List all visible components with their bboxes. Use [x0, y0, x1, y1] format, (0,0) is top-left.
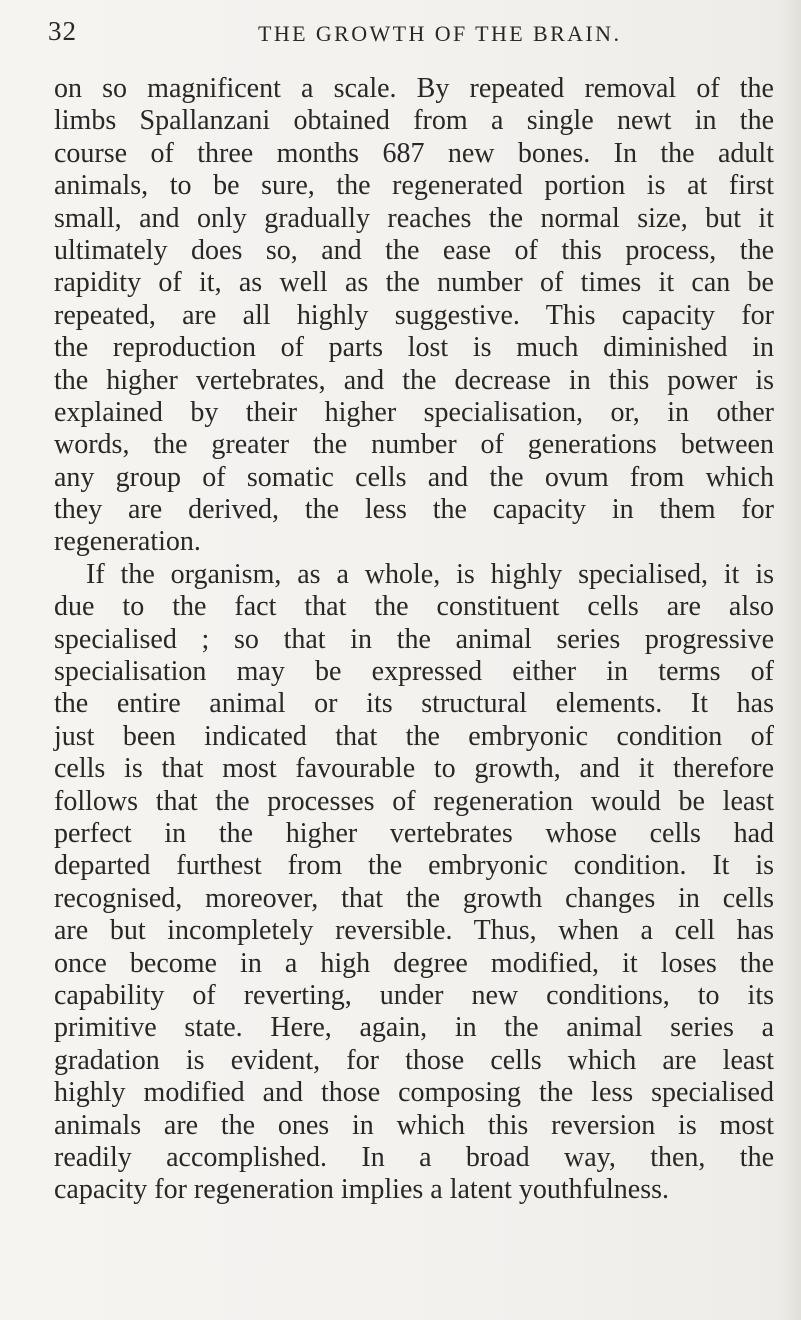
text-line: once become in a high degree modified, it loses the [54, 947, 774, 979]
text-line: due to the fact that the constituent cells are also [54, 591, 774, 623]
running-head: THE GROWTH OF THE BRAIN. [258, 21, 622, 46]
text-line: animals, to be sure, the regenerated portion is at first [54, 170, 774, 202]
text-line: repeated, are all highly suggestive. This capacity for [54, 299, 774, 331]
page-edge-shadow [779, 0, 801, 1320]
text-line: just been indicated that the embryonic condition of [54, 720, 774, 752]
text-line: explained by their higher specialisation, or, in other [54, 396, 774, 428]
text-line: words, the greater the number of generations between [54, 429, 774, 461]
text-line: highly modified and those composing the less specialised [54, 1077, 774, 1109]
text-line: any group of somatic cells and the ovum from which [54, 461, 774, 493]
text-line: gradation is evident, for those cells which are least [54, 1044, 774, 1076]
text-line: readily accomplished. In a broad way, then, the [54, 1141, 774, 1173]
text-line: ultimately does so, and the ease of this process, the [54, 234, 774, 266]
text-line: limbs Spallanzani obtained from a single newt in the [54, 105, 774, 137]
text-line: specialised ; so that in the animal series progressive [54, 623, 774, 655]
text-line: regeneration. [54, 526, 201, 558]
text-line: specialisation may be expressed either in terms of [54, 656, 774, 688]
paragraph-2 [54, 559, 774, 1207]
text-line: on so magnificent a scale. By repeated removal of the [54, 73, 774, 104]
text-line: If the organism, as a whole, is highly specialised, it is [86, 558, 774, 590]
text-line: they are derived, the less the capacity in them for [54, 494, 774, 526]
text-line: departed furthest from the embryonic condition. It is [54, 850, 774, 882]
text-line: the reproduction of parts lost is much diminished in [54, 332, 774, 364]
text-line: perfect in the higher vertebrates whose cells had [54, 817, 774, 849]
text-line: the entire animal or its structural elements. It has [54, 688, 774, 720]
text-line: small, and only gradually reaches the normal size, but it [54, 202, 774, 234]
text-line: are but incompletely reversible. Thus, when a cell has [54, 915, 774, 947]
text-line: follows that the processes of regeneration would be least [54, 785, 774, 817]
text-line: animals are the ones in which this reversion is most [54, 1109, 774, 1141]
text-line: primitive state. Here, again, in the animal series a [54, 1012, 774, 1044]
text-line: capacity for regeneration implies a latent youthfulness. [54, 1174, 670, 1206]
body-text [54, 73, 774, 1207]
page-number: 32 [48, 16, 77, 46]
text-line: rapidity of it, as well as the number of times it can be [54, 267, 774, 299]
text-line: course of three months 687 new bones. In the adult [54, 137, 774, 169]
text-line: recognised, moreover, that the growth changes in cells [54, 882, 774, 914]
page-header [48, 12, 770, 52]
text-line: cells is that most favourable to growth, and it therefore [54, 753, 774, 785]
paragraph-1 [54, 73, 774, 559]
text-line: capability of reverting, under new conditions, to its [54, 979, 774, 1011]
text-line: the higher vertebrates, and the decrease in this power is [54, 364, 774, 396]
